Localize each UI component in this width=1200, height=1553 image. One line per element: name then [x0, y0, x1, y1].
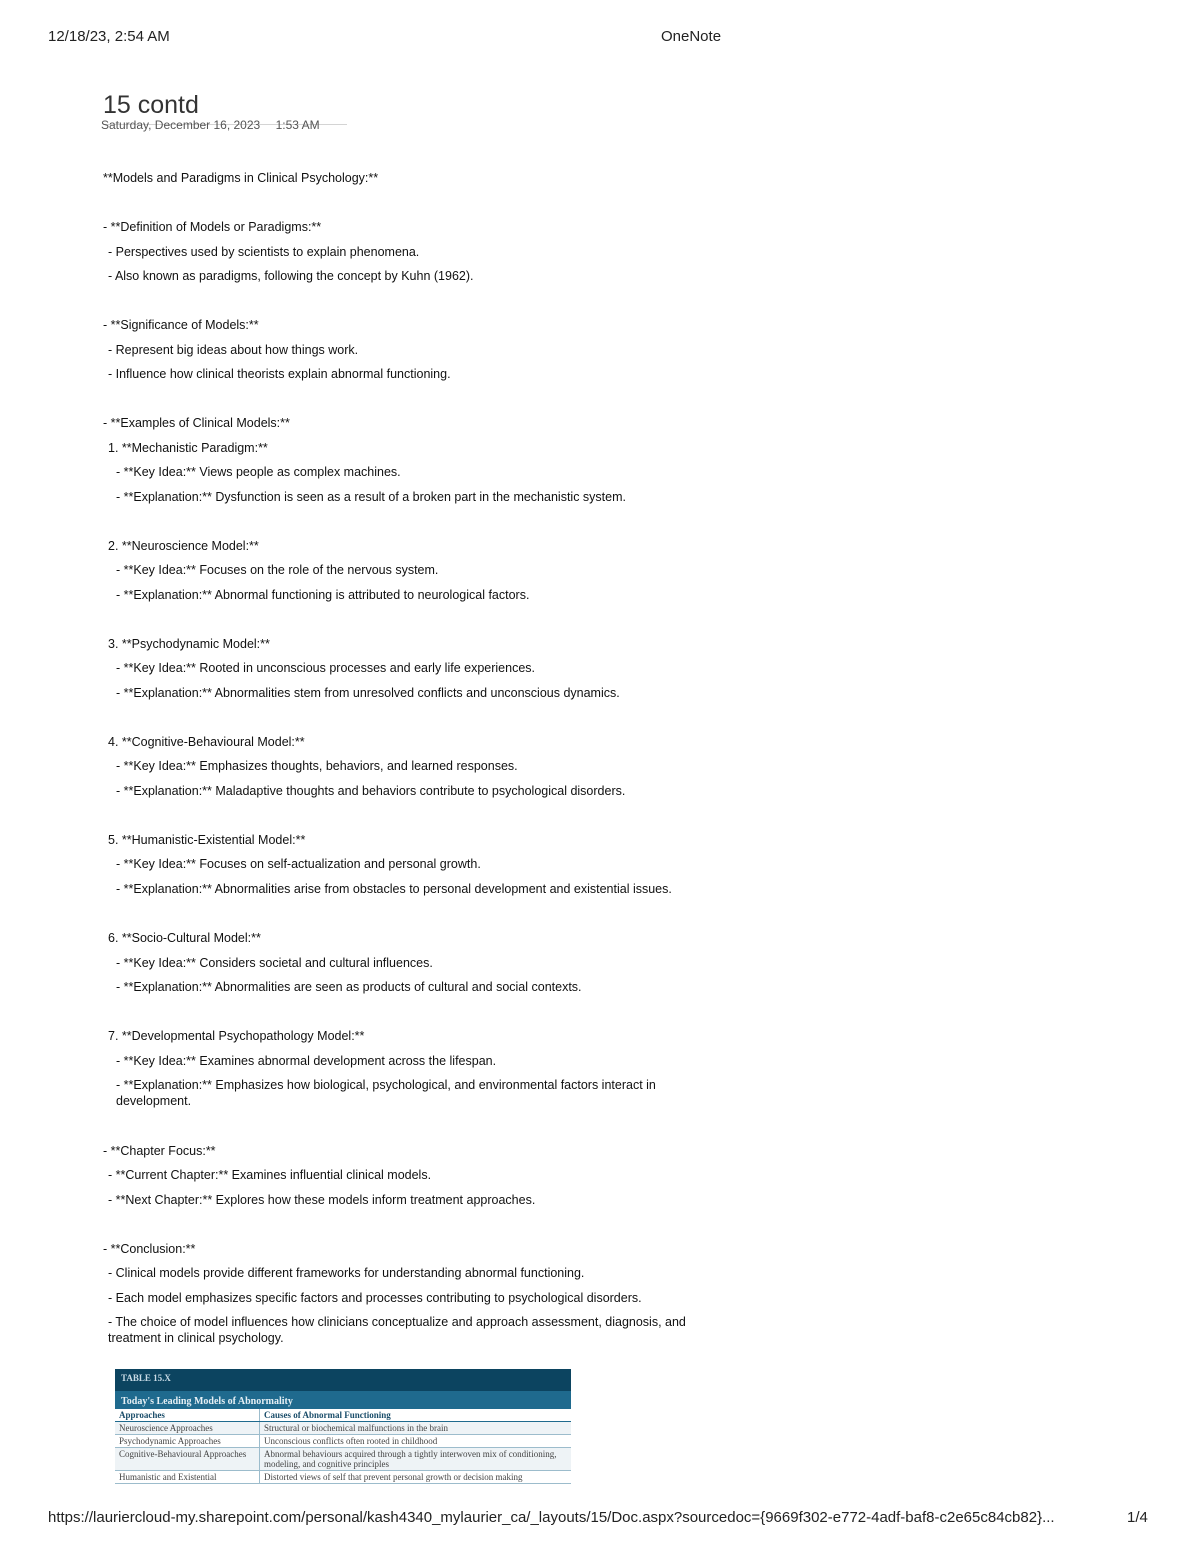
list-item: - Represent big ideas about how things work. [108, 342, 359, 357]
print-footer-page-number: 1/4 [1127, 1509, 1148, 1526]
model-title: 4. **Cognitive-Behavioural Model:** [108, 734, 305, 749]
model-title: 5. **Humanistic-Existential Model:** [108, 832, 306, 847]
model-explanation: - **Explanation:** Abnormal functioning is attributed to neurological factors. [116, 587, 530, 602]
table-title: Today's Leading Models of Abnormality [115, 1391, 571, 1409]
model-explanation: - **Explanation:** Abnormalities stem from unresolved conflicts and unconscious dynamics. [116, 685, 620, 700]
definition-label: - **Definition of Models or Paradigms:** [103, 220, 322, 234]
table-cell: Neuroscience Approaches [115, 1422, 260, 1435]
model-title: 3. **Psychodynamic Model:** [108, 636, 270, 651]
model-explanation: - **Explanation:** Maladaptive thoughts and behaviors contribute to psychological disorders. [116, 783, 626, 798]
table-cell: Abnormal behaviours acquired through a tightly interwoven mix of conditioning, modeling, and cognitive principles [260, 1448, 572, 1471]
model-explanation: - **Explanation:** Abnormalities arise from obstacles to personal development and existential issues. [116, 881, 672, 896]
model-key-idea: - **Key Idea:** Examines abnormal development across the lifespan. [116, 1053, 497, 1068]
notes-heading: **Models and Paradigms in Clinical Psychology:** [103, 171, 379, 185]
conclusion-label: - **Conclusion:** [103, 1241, 196, 1256]
model-key-idea: - **Key Idea:** Focuses on self-actualization and personal growth. [116, 857, 481, 871]
page-time: 1:53 AM [275, 118, 320, 132]
table-row [115, 1435, 571, 1448]
table-header-row [115, 1409, 571, 1422]
model-key-idea: - **Key Idea:** Views people as complex machines. [116, 465, 401, 479]
table-row [115, 1471, 571, 1484]
list-item: - Also known as paradigms, following the concept by Kuhn (1962). [108, 269, 474, 283]
page-date: Saturday, December 16, 2023 [101, 118, 261, 132]
list-item: - Clinical models provide different frameworks for understanding abnormal functioning. [108, 1266, 585, 1280]
table-cell: Structural or biochemical malfunctions in the brain [260, 1422, 572, 1435]
print-header-datetime: 12/18/23, 2:54 AM [48, 28, 170, 45]
list-item: - Perspectives used by scientists to explain phenomena. [108, 244, 420, 259]
table-cell: Distorted views of self that prevent personal growth or decision making [260, 1471, 572, 1484]
significance-label: - **Significance of Models:** [103, 318, 259, 332]
model-explanation: - **Explanation:** Emphasizes how biological, psychological, and environmental factors interact in development. [116, 1078, 656, 1108]
examples-label: - **Examples of Clinical Models:** [103, 416, 290, 430]
list-item: - Each model emphasizes specific factors and processes contributing to psychological disorders. [108, 1290, 642, 1305]
page-timestamp [101, 118, 320, 132]
print-footer-url: https://lauriercloud-my.sharepoint.com/personal/kash4340_mylaurier_ca/_layouts/15/Doc.aspx?sourcedoc={9669f302-e772-4adf-baf8-c2e65c84cb82}... [48, 1509, 1055, 1526]
print-header-app-name: OneNote [661, 28, 722, 45]
model-title: 2. **Neuroscience Model:** [108, 538, 259, 553]
table-cell: Psychodynamic Approaches [115, 1435, 260, 1448]
model-explanation: - **Explanation:** Dysfunction is seen as a result of a broken part in the mechanistic system. [116, 489, 626, 504]
table-cell: Cognitive-Behavioural Approaches [115, 1448, 260, 1471]
list-item: - **Next Chapter:** Explores how these models inform treatment approaches. [108, 1192, 536, 1207]
table-row [115, 1422, 571, 1435]
models-table [115, 1409, 571, 1484]
table-cell: Humanistic and Existential [115, 1471, 260, 1484]
model-key-idea: - **Key Idea:** Focuses on the role of the nervous system. [116, 563, 439, 577]
table-row [115, 1448, 571, 1471]
chapter-focus-label: - **Chapter Focus:** [103, 1143, 216, 1158]
model-title: 7. **Developmental Psychopathology Model:** [108, 1029, 365, 1043]
list-item: - The choice of model influences how clinicians conceptualize and approach assessment, diagnosis, and treatment in clinical psychology. [108, 1315, 686, 1345]
model-explanation: - **Explanation:** Abnormalities are seen as products of cultural and social contexts. [116, 980, 582, 994]
model-title: 1. **Mechanistic Paradigm:** [108, 440, 268, 455]
list-item: - Influence how clinical theorists explain abnormal functioning. [108, 367, 451, 381]
page-title: 15 contd [103, 91, 347, 125]
table-header-cell: Causes of Abnormal Functioning [260, 1409, 572, 1422]
note-body [103, 170, 713, 1355]
model-title: 6. **Socio-Cultural Model:** [108, 931, 261, 945]
model-key-idea: - **Key Idea:** Rooted in unconscious processes and early life experiences. [116, 661, 535, 675]
table-header-cell: Approaches [115, 1409, 260, 1422]
models-table-image [115, 1369, 571, 1492]
model-key-idea: - **Key Idea:** Considers societal and cultural influences. [116, 955, 433, 970]
table-caption: TABLE 15.X [115, 1369, 571, 1391]
list-item: - **Current Chapter:** Examines influential clinical models. [108, 1168, 432, 1182]
table-cell: Unconscious conflicts often rooted in childhood [260, 1435, 572, 1448]
model-key-idea: - **Key Idea:** Emphasizes thoughts, behaviors, and learned responses. [116, 759, 518, 773]
